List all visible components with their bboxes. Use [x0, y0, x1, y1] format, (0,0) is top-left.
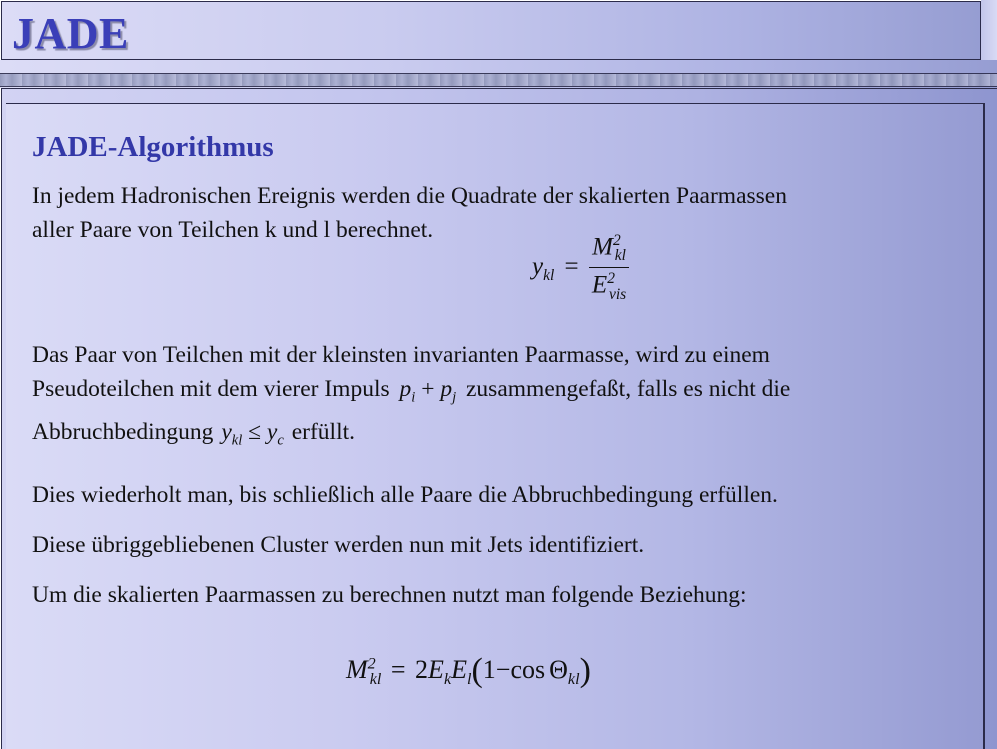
paragraph-1-line-2: aller Paare von Teilchen k und l berechnet. — [32, 217, 434, 243]
paragraph-1 — [32, 179, 787, 247]
formula-mkl-lhs: $M^2_{kl}$ — [346, 655, 382, 689]
slide-title: JADE — [12, 9, 129, 58]
formula-ykl-lhs: $y_{kl}$ — [532, 252, 555, 284]
title-bar-edge — [981, 0, 997, 60]
paragraph-3: Dies wiederholt man, bis schließlich alle Paare die Abbruchbedingung erfüllen. — [32, 482, 778, 508]
formula-ykl-fraction — [589, 232, 629, 304]
cut-condition: $y_{kl} \le y_c$ — [221, 418, 284, 449]
content-inner-panel — [6, 103, 985, 749]
paragraph-2-line-3: Abbruchbedingung $y_{kl} \le y_c$ erfüllt. — [32, 418, 355, 449]
content-panel — [1, 88, 997, 749]
paragraph-2-line-2: Pseudoteilchen mit dem vierer Impuls $p_i + p_j$ zusammengefaßt, falls es nicht die — [32, 376, 791, 406]
formula-ykl-numerator: $M^2_{kl}$ — [589, 232, 629, 268]
formula-ykl — [532, 232, 629, 304]
formula-ykl-equals: = — [564, 252, 579, 280]
section-heading: JADE-Algorithmus — [32, 131, 274, 163]
paragraph-4: Diese übriggebliebenen Cluster werden nun mit Jets identifiziert. — [32, 532, 645, 558]
title-bar — [1, 1, 981, 60]
decorative-strip — [0, 73, 997, 87]
paragraph-5: Um die skalierten Paarmassen zu berechnen nutzt man folgende Beziehung: — [32, 582, 747, 608]
paragraph-2 — [32, 338, 790, 457]
formula-mkl: $M^2_{kl} = 2E_kE_l(1-\cos$ $\Theta_{kl}$) — [346, 652, 591, 689]
paragraph-1-line-1: In jedem Hadronischen Ereignis werden die Quadrate der skalierten Paarmassen — [32, 183, 787, 209]
formula-ykl-denominator: $E^2_{vis}$ — [591, 270, 627, 303]
paragraph-2-line-1: Das Paar von Teilchen mit der kleinsten invarianten Paarmasse, wird zu einem — [32, 342, 770, 368]
momentum-sum: $p_i + p_j$ — [399, 376, 457, 406]
